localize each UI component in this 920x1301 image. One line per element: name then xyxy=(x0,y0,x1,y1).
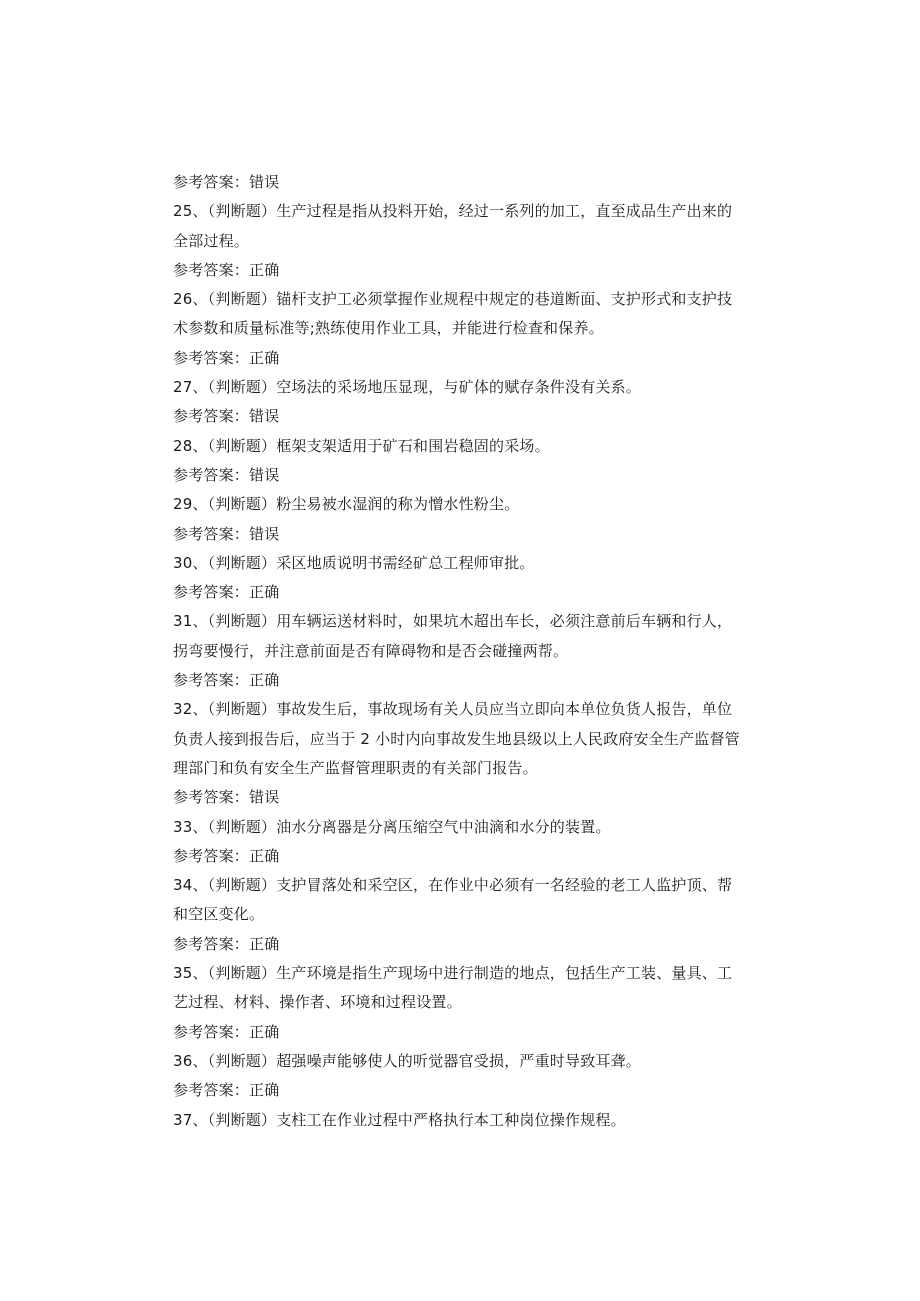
answer-29: 参考答案：错误 xyxy=(173,524,280,543)
question-32-line-2: 负责人接到报告后，应当于 2 小时内向事故发生地县级以上人民政府安全生产监督管 xyxy=(173,729,740,748)
answer-30: 参考答案：正确 xyxy=(173,583,280,602)
question-26-line-1: 26、（判断题）锚杆支护工必须掌握作业规程中规定的巷道断面、支护形式和支护技 xyxy=(173,290,733,309)
question-31-line-2: 拐弯要慢行，并注意前面是否有障碍物和是否会碰撞两帮。 xyxy=(173,641,569,660)
question-28: 28、（判断题）框架支架适用于矿石和围岩稳固的采场。 xyxy=(173,436,550,455)
question-32-line-3: 理部门和负有安全生产监督管理职责的有关部门报告。 xyxy=(173,758,538,777)
question-34-line-1: 34、（判断题）支护冒落处和采空区，在作业中必须有一名经验的老工人监护顶、帮 xyxy=(173,876,733,895)
answer-36: 参考答案：正确 xyxy=(173,1081,280,1100)
question-31-line-1: 31、（判断题）用车辆运送材料时，如果坑木超出车长，必须注意前后车辆和行人， xyxy=(173,612,733,631)
answer-35: 参考答案：正确 xyxy=(173,1022,280,1041)
answer-32: 参考答案：错误 xyxy=(173,788,280,807)
document-page xyxy=(173,168,753,1135)
answer-28: 参考答案：错误 xyxy=(173,465,280,484)
question-37: 37、（判断题）支柱工在作业过程中严格执行本工种岗位操作规程。 xyxy=(173,1110,626,1129)
answer-26: 参考答案：正确 xyxy=(173,348,280,367)
answer-25: 参考答案：正确 xyxy=(173,260,280,279)
question-35-line-1: 35、（判断题）生产环境是指生产现场中进行制造的地点，包括生产工装、量具、工 xyxy=(173,964,733,983)
question-32-line-1: 32、（判断题）事故发生后，事故现场有关人员应当立即向本单位负货人报告，单位 xyxy=(173,700,733,719)
question-29: 29、（判断题）粉尘易被水湿润的称为憎水性粉尘。 xyxy=(173,495,520,514)
answer-line: 参考答案：错误 xyxy=(173,173,280,191)
question-26-line-2: 术参数和质量标准等;熟练使用作业工具，并能进行检查和保养。 xyxy=(173,319,604,338)
question-30: 30、（判断题）采区地质说明书需经矿总工程师审批。 xyxy=(173,553,535,572)
question-33: 33、（判断题）油水分离器是分离压缩空气中油滴和水分的装置。 xyxy=(173,817,611,836)
answer-27: 参考答案：错误 xyxy=(173,407,280,426)
question-27: 27、（判断题）空场法的采场地压显现，与矿体的赋存条件没有关系。 xyxy=(173,378,641,397)
question-25-line-1: 25、（判断题）生产过程是指从投料开始，经过一系列的加工，直至成品生产出来的 xyxy=(173,202,733,221)
question-35-line-2: 艺过程、材料、操作者、环境和过程设置。 xyxy=(173,993,462,1012)
answer-33: 参考答案：正确 xyxy=(173,846,280,865)
answer-34: 参考答案：正确 xyxy=(173,934,280,953)
answer-31: 参考答案：正确 xyxy=(173,671,280,690)
question-34-line-2: 和空区变化。 xyxy=(173,905,265,924)
question-36: 36、（判断题）超强噪声能够使人的听觉器官受损，严重时导致耳聋。 xyxy=(173,1051,641,1070)
question-25-line-2: 全部过程。 xyxy=(173,231,250,250)
